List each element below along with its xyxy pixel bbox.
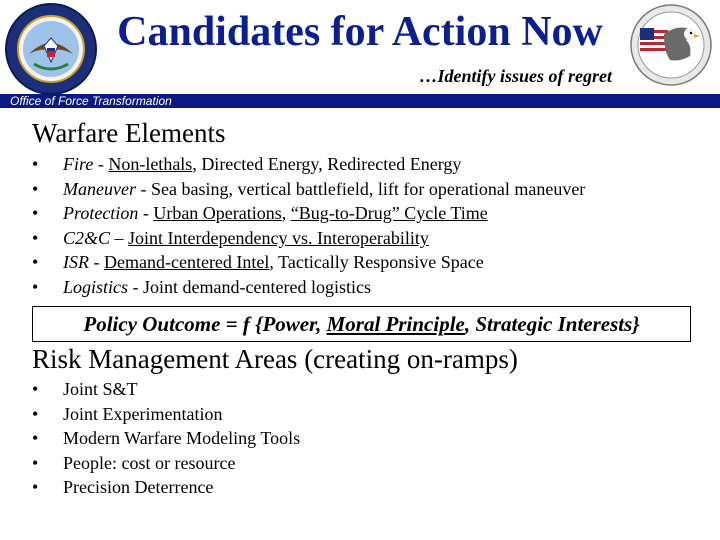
list-item [32,402,300,427]
item-sep: - [93,154,109,174]
item-term: Maneuver [63,178,136,199]
item-underlined: Non-lethals [108,154,193,174]
header-band [0,94,720,108]
list-item [32,377,300,402]
bullet-icon: • [32,452,39,473]
list-item [32,426,300,451]
item-term: Protection [63,203,139,224]
bullet-icon: • [32,276,39,297]
item-underlined: Joint Interdependency vs. Interoperability [128,227,429,248]
item-underlined: “Bug-to-Drug” Cycle Time [290,203,488,224]
item-sep: - [89,252,104,273]
item-sep: - [138,203,154,224]
policy-outcome-box [32,306,691,342]
list-item [32,250,585,275]
risk-management-list [32,377,300,500]
item-text: Sea basing, vertical battlefield, lift for operational maneuver [150,178,586,199]
item-text: , Directed Energy, Redirected Energy [192,154,462,174]
item-text: People: cost or resource [63,452,236,473]
eagle-flag-emblem [630,4,712,86]
bullet-icon: • [32,252,39,273]
item-sep: , [281,203,291,224]
item-text: Joint S&T [63,379,138,399]
item-sep: - [135,178,151,199]
bullet-icon: • [32,379,39,399]
bullet-icon: • [32,428,39,449]
item-text: Precision Deterrence [63,477,214,498]
list-item [32,152,585,177]
item-text: Joint Experimentation [63,403,223,424]
policy-prefix: Policy Outcome = f {Power, [83,312,327,336]
item-text: , Tactically Responsive Space [269,252,484,273]
bullet-icon: • [32,154,39,174]
item-term: Fire [63,154,94,174]
item-sep: – [110,227,129,248]
list-item [32,201,585,226]
item-text: Joint demand-centered logistics [143,276,371,297]
section-heading-risk-management: Risk Management Areas (creating on-ramps) [32,344,518,374]
item-text: Modern Warfare Modeling Tools [63,428,301,449]
bullet-icon: • [32,227,39,248]
policy-underlined: Moral Principle [326,312,465,336]
list-item [32,177,585,202]
bullet-icon: • [32,403,39,424]
policy-suffix: , Strategic Interests} [464,312,640,336]
section-heading-warfare-elements: Warfare Elements [32,118,226,148]
bullet-icon: • [32,178,39,199]
item-term: Logistics [63,276,129,297]
page-title: Candidates for Action Now [117,9,603,55]
list-item [32,226,585,251]
item-underlined: Urban Operations [153,203,282,224]
item-sep: - [128,276,144,297]
item-term: C2&C [63,227,111,248]
list-item [32,451,300,476]
list-item [32,475,300,500]
item-underlined: Demand-centered Intel [104,252,270,273]
band-label: Office of Force Transformation [10,94,172,108]
bullet-icon: • [32,203,39,224]
item-term: ISR [63,252,89,273]
bullet-icon: • [32,477,39,498]
page-subtitle: …Identify issues of regret [419,66,612,86]
warfare-elements-list [32,152,585,300]
list-item [32,275,585,300]
